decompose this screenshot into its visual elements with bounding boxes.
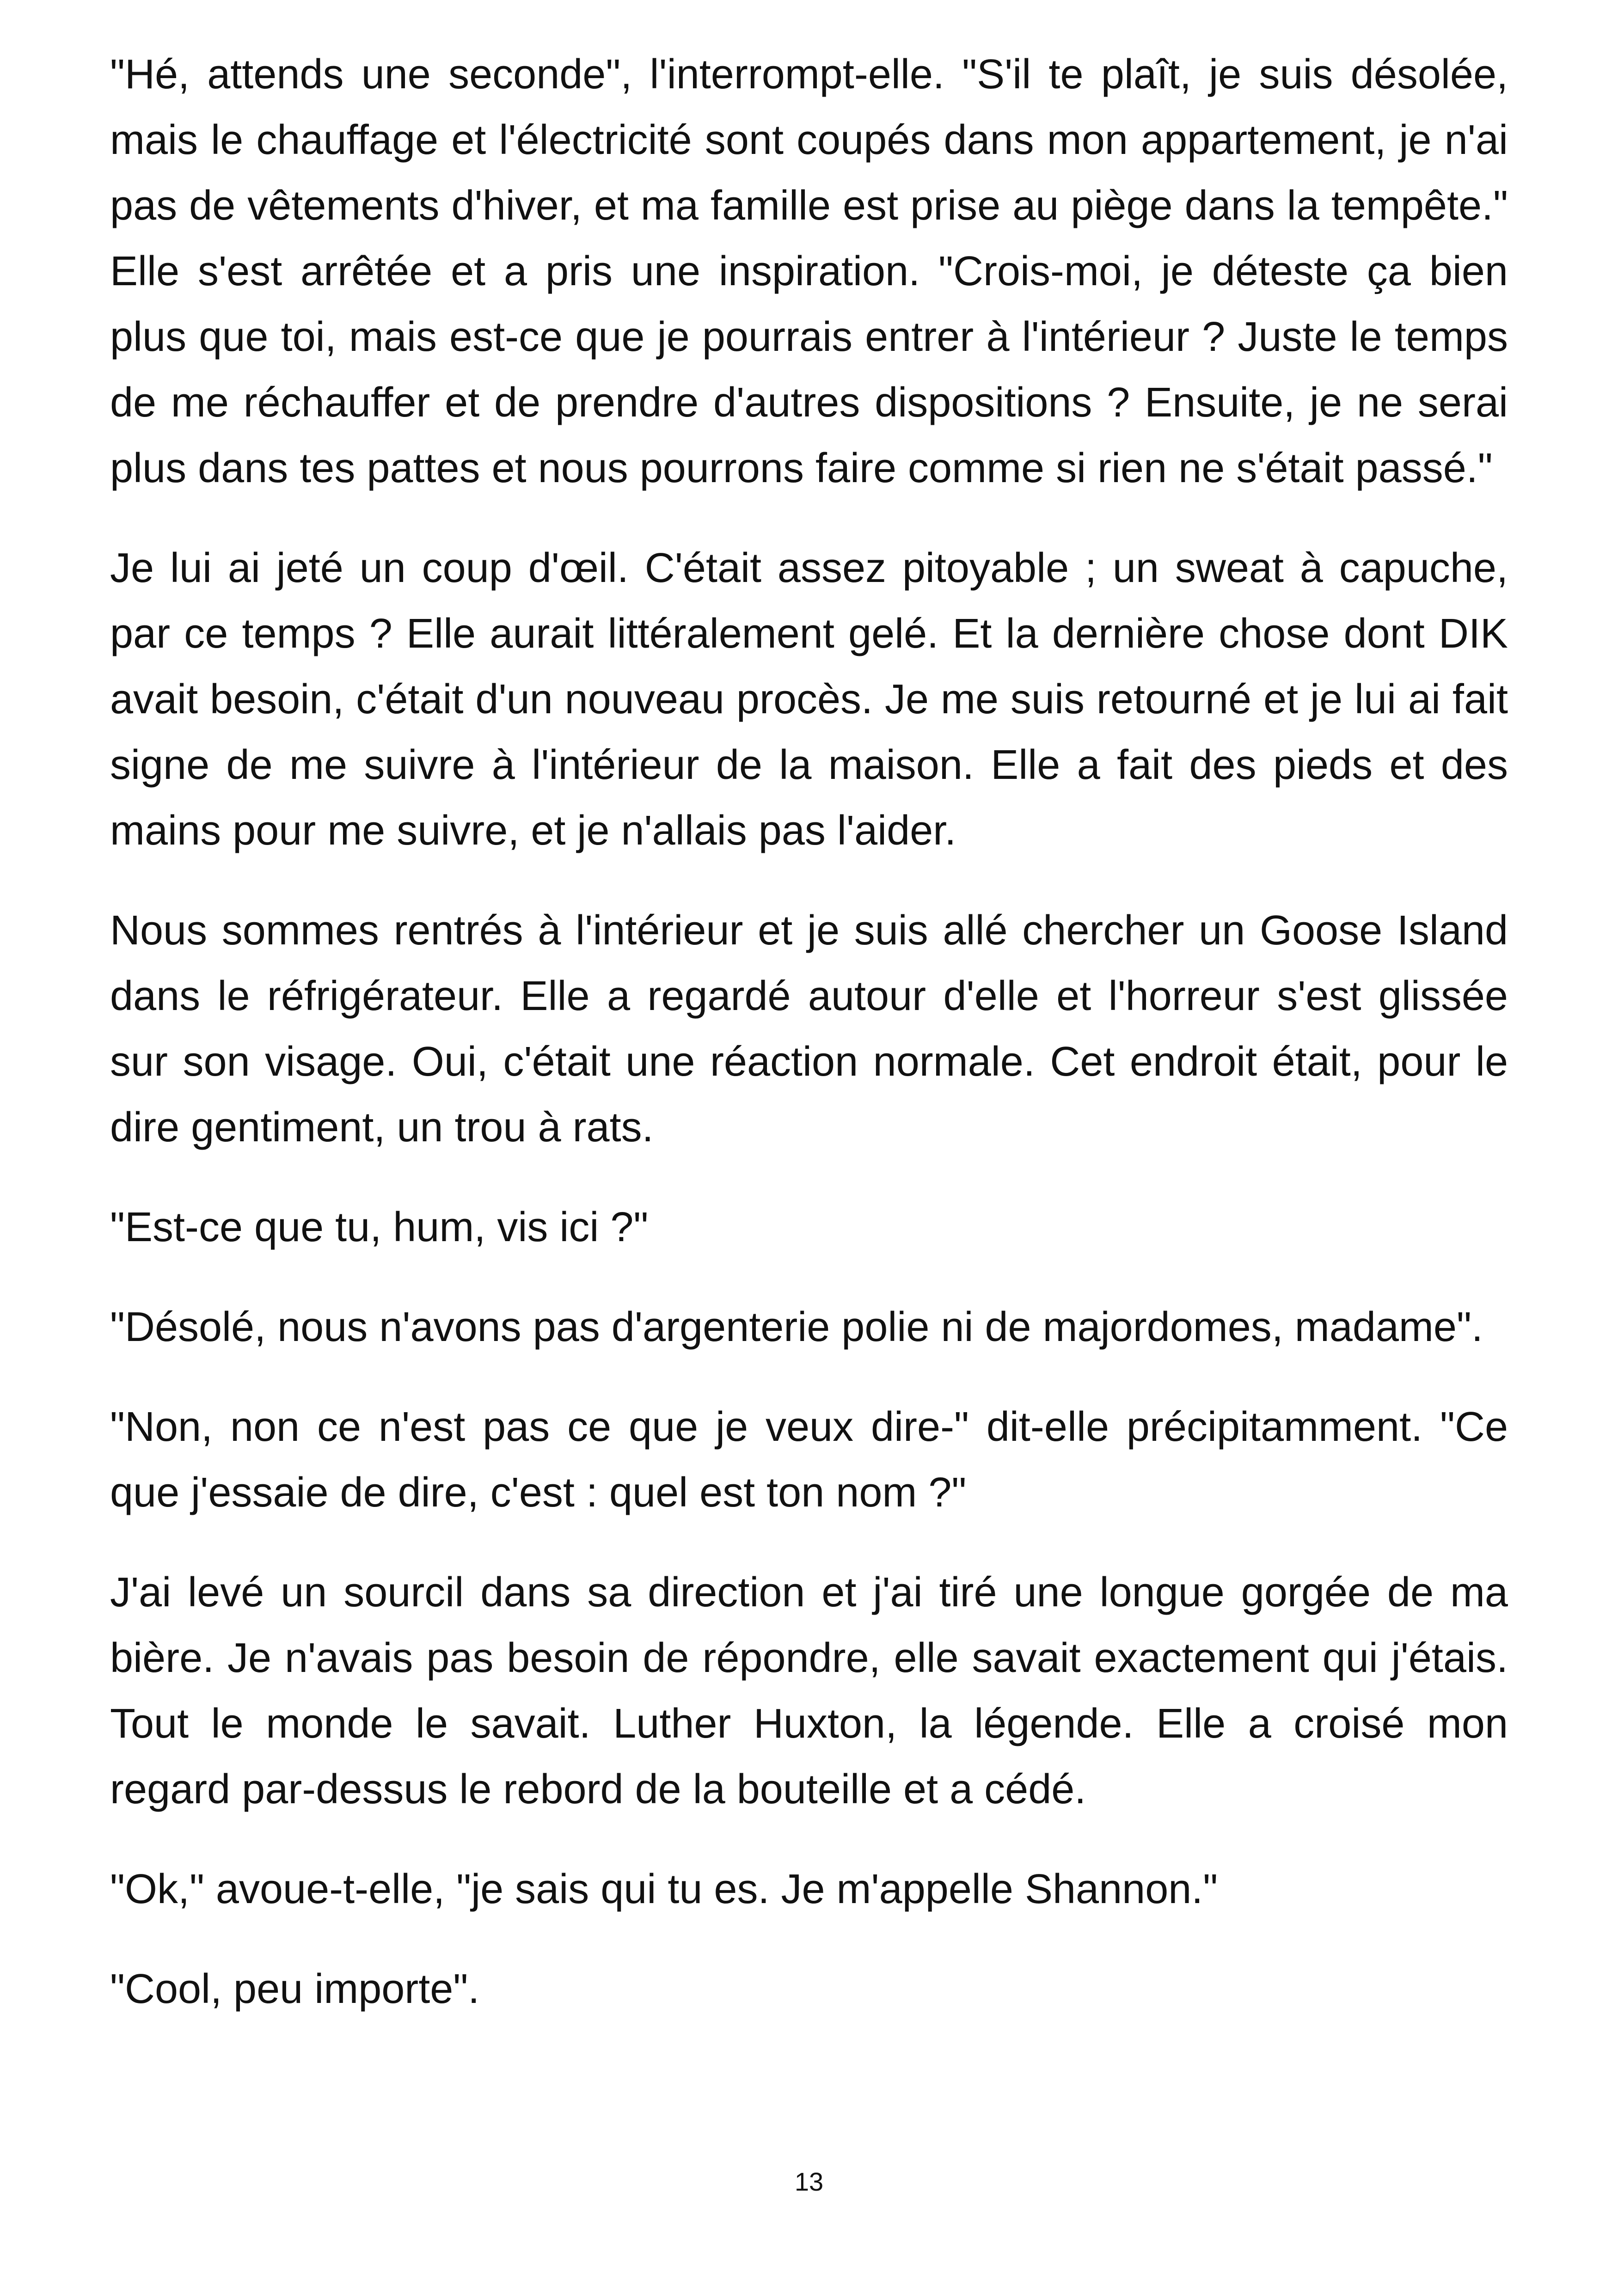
paragraph: Nous sommes rentrés à l'intérieur et je suis allé chercher un Goose Island dans le réfrigérateur. Elle a regardé autour d'elle et l'horreur s'est glissée sur son visage. Oui, c'était une réaction normale. Cet endroit était, pour le dire gentiment, un trou à rats. bbox=[110, 907, 1508, 1151]
page-number: 13 bbox=[794, 2167, 824, 2196]
paragraph: "Ok," avoue-t-elle, "je sais qui tu es. Je m'appelle Shannon." bbox=[110, 1866, 1218, 1912]
paragraph: J'ai levé un sourcil dans sa direction et j'ai tiré une longue gorgée de ma bière. Je n'avais pas besoin de répondre, elle savait exactement qui j'étais. Tout le monde le savait. Luther Huxton, la légende. Elle a croisé mon regard par-dessus le rebord de la bouteille et a cédé. bbox=[110, 1569, 1508, 1812]
paragraph: "Hé, attends une seconde", l'interrompt-elle. "S'il te plaît, je suis désolée, mais le chauffage et l'électricité sont coupés dans mon appartement, je n'ai pas de vêtements d'hiver, et ma famille est prise au piège dans la tempête." Elle s'est arrêtée et a pris une inspiration. "Crois-moi, je déteste ça bien plus que toi, mais est-ce que je pourrais entrer à l'intérieur ? Juste le temps de me réchauffer et de prendre d'autres dispositions ? Ensuite, je ne serai plus dans tes pattes et nous pourrons faire comme si rien ne s'était passé." bbox=[110, 51, 1508, 491]
paragraph: Je lui ai jeté un coup d'œil. C'était assez pitoyable ; un sweat à capuche, par ce temps ? Elle aurait littéralement gelé. Et la dernière chose dont DIK avait besoin, c'était d'un nouveau procès. Je me suis retourné et je lui ai fait signe de me suivre à l'intérieur de la maison. Elle a fait des pieds et des mains pour me suivre, et je n'allais pas l'aider. bbox=[110, 545, 1508, 854]
paragraph: "Cool, peu importe". bbox=[110, 1966, 480, 2012]
paragraph: "Désolé, nous n'avons pas d'argenterie polie ni de majordomes, madame". bbox=[110, 1304, 1483, 1350]
paragraph: "Non, non ce n'est pas ce que je veux dire-" dit-elle précipitamment. "Ce que j'essaie de dire, c'est : quel est ton nom ?" bbox=[110, 1404, 1508, 1516]
page-body bbox=[110, 42, 1508, 2022]
paragraph: "Est-ce que tu, hum, vis ici ?" bbox=[110, 1204, 649, 1250]
